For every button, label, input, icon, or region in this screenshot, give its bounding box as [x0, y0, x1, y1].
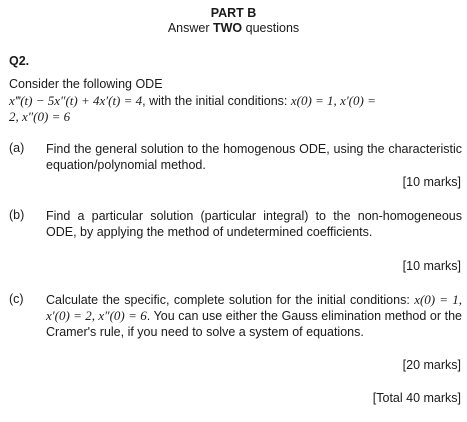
total-marks: [Total 40 marks] [372, 391, 461, 405]
part-b-marks: [10 marks] [402, 259, 461, 273]
question-intro: Consider the following ODE [9, 77, 163, 91]
part-a-label: (a) [9, 141, 25, 155]
ode-initial-conditions-2: 2, x″(0) = 6 [9, 109, 71, 124]
part-c-text-before: Calculate the specific, complete solution for the initial conditions: [46, 293, 415, 307]
part-c-text-after: . You can use either the Gauss elimination method or the Cramer's rule, if you need to solve a system of equations. [46, 309, 462, 339]
instruction-line [0, 21, 467, 35]
question-number: Q2. [9, 54, 30, 68]
instruction-emphasis: TWO [213, 21, 243, 35]
part-c-marks: [20 marks] [402, 358, 461, 372]
instruction-prefix: Answer [167, 21, 213, 35]
ode-equation: x‴(t) − 5x″(t) + 4x′(t) = 4 [9, 93, 143, 108]
part-c-initial-conditions: x(0) = 1, x′(0) = 2, x″(0) = 6 [46, 292, 462, 323]
instruction-suffix: questions [242, 21, 300, 35]
part-a-marks: [10 marks] [402, 175, 461, 189]
part-c-text [46, 292, 462, 340]
part-c-label: (c) [9, 292, 24, 306]
part-b-label: (b) [9, 208, 25, 222]
ode-initial-conditions-1: x(0) = 1, x′(0) = [290, 93, 376, 108]
ode-middle-text: , with the initial conditions: [142, 94, 291, 108]
part-b-text: Find a particular solution (particular integral) to the non-homogeneous ODE, by applying the method of undetermined coefficients. [46, 209, 462, 239]
part-a-text: Find the general solution to the homogenous ODE, using the characteristic equation/polynomial method. [46, 142, 462, 172]
part-title: PART B [210, 6, 257, 20]
ode-statement [9, 93, 459, 125]
